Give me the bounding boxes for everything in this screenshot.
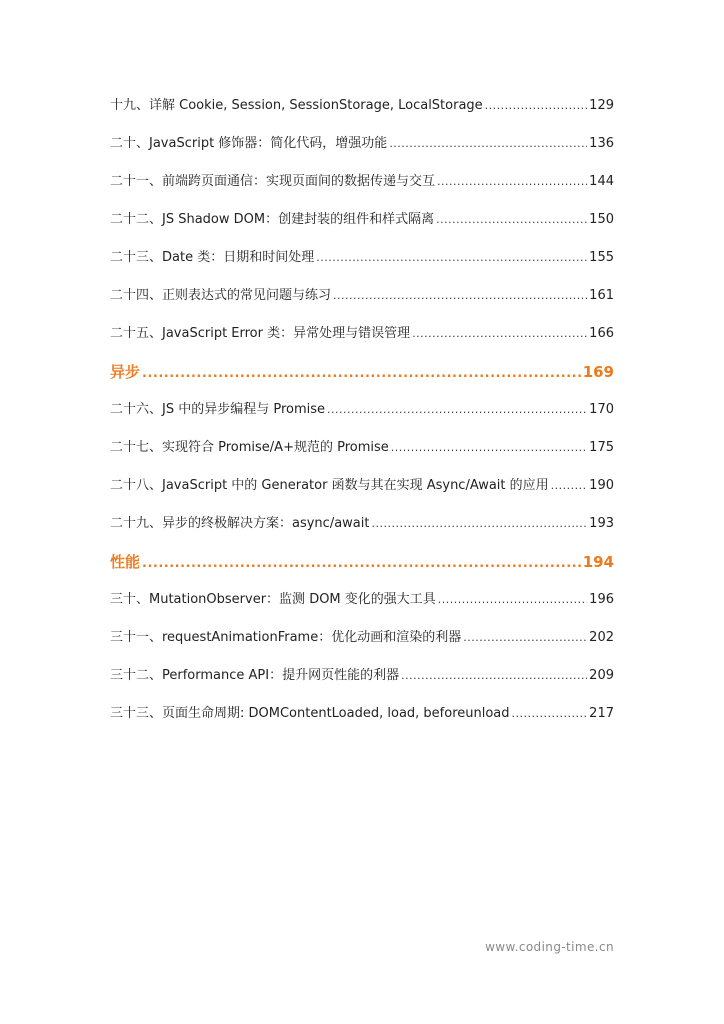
toc-entry-title: 十九、详解 Cookie, Session, SessionStorage, LocalStorage (110, 98, 483, 113)
toc-entry-page: 190 (589, 478, 614, 493)
toc-entry-33[interactable] (110, 702, 614, 740)
toc-entry-24[interactable] (110, 284, 614, 322)
toc-entry-page: 217 (589, 706, 614, 721)
toc-entry-29[interactable] (110, 512, 614, 550)
toc-entry-21[interactable] (110, 170, 614, 208)
toc-entry-page: 175 (589, 440, 614, 455)
toc-entry-23[interactable] (110, 246, 614, 284)
dot-leader (463, 626, 587, 650)
toc-entry-22[interactable] (110, 208, 614, 246)
dot-leader (438, 588, 587, 612)
toc-section-title: 异步 (110, 363, 141, 381)
dot-leader (316, 246, 587, 270)
toc-entry-title: 二十六、JS 中的异步编程与 Promise (110, 402, 326, 417)
toc-entry-31[interactable] (110, 626, 614, 664)
dot-leader (412, 322, 587, 346)
footer-url: www.coding-time.cn (485, 940, 614, 954)
dot-leader (485, 94, 588, 118)
toc-entry-title: 二十二、JS Shadow DOM：创建封装的组件和样式隔离 (110, 212, 435, 227)
toc-entry-title: 三十三、页面生命周期: DOMContentLoaded, load, beforeunload (110, 706, 510, 721)
toc-section-page: 169 (582, 363, 614, 381)
toc-entry-title: 三十、MutationObserver：监测 DOM 变化的强大工具 (110, 592, 436, 607)
toc-entry-page: 209 (589, 668, 614, 683)
dot-leader (391, 436, 587, 460)
dot-leader (437, 170, 587, 194)
toc-entry-page: 136 (589, 136, 614, 151)
toc-section-title: 性能 (110, 553, 141, 571)
dot-leader (371, 512, 587, 536)
toc-entry-27[interactable] (110, 436, 614, 474)
toc-entry-page: 196 (589, 592, 614, 607)
toc-entry-26[interactable] (110, 398, 614, 436)
toc-entry-title: 二十、JavaScript 修饰器：简化代码，增强功能 (110, 136, 388, 151)
dot-leader (401, 664, 587, 688)
toc-entry-title: 三十二、Performance API：提升网页性能的利器 (110, 668, 400, 683)
toc-section-performance[interactable] (110, 550, 614, 588)
table-of-contents (110, 94, 614, 740)
toc-section-page: 194 (582, 553, 614, 571)
toc-entry-28[interactable] (110, 474, 614, 512)
toc-entry-page: 202 (589, 630, 614, 645)
dot-leader (436, 208, 587, 232)
toc-entry-page: 161 (589, 288, 614, 303)
toc-entry-page: 166 (589, 326, 614, 341)
toc-entry-page: 150 (589, 212, 614, 227)
dot-leader (512, 702, 588, 726)
dot-leader (333, 284, 587, 308)
toc-entry-page: 155 (589, 250, 614, 265)
toc-entry-page: 193 (589, 516, 614, 531)
toc-entry-title: 二十一、前端跨页面通信：实现页面间的数据传递与交互 (110, 174, 436, 189)
toc-entry-page: 170 (589, 402, 614, 417)
dot-leader (327, 398, 587, 422)
toc-entry-30[interactable] (110, 588, 614, 626)
toc-entry-20[interactable] (110, 132, 614, 170)
toc-entry-title: 二十五、JavaScript Error 类：异常处理与错误管理 (110, 326, 411, 341)
toc-entry-title: 二十九、异步的终极解决方案：async/await (110, 516, 370, 531)
dot-leader (389, 132, 587, 156)
dot-leader (142, 552, 581, 576)
toc-entry-title: 二十七、实现符合 Promise/A+规范的 Promise (110, 440, 389, 455)
dot-leader (142, 362, 581, 386)
toc-section-async[interactable] (110, 360, 614, 398)
toc-entry-25[interactable] (110, 322, 614, 360)
toc-entry-title: 二十八、JavaScript 中的 Generator 函数与其在实现 Async/Await 的应用 (110, 478, 549, 493)
toc-entry-title: 二十四、正则表达式的常见问题与练习 (110, 288, 332, 303)
toc-entry-page: 144 (589, 174, 614, 189)
dot-leader (551, 474, 588, 498)
toc-entry-page: 129 (589, 98, 614, 113)
toc-entry-19[interactable] (110, 94, 614, 132)
toc-entry-title: 二十三、Date 类：日期和时间处理 (110, 250, 315, 265)
toc-entry-32[interactable] (110, 664, 614, 702)
toc-entry-title: 三十一、requestAnimationFrame：优化动画和渲染的利器 (110, 630, 462, 645)
